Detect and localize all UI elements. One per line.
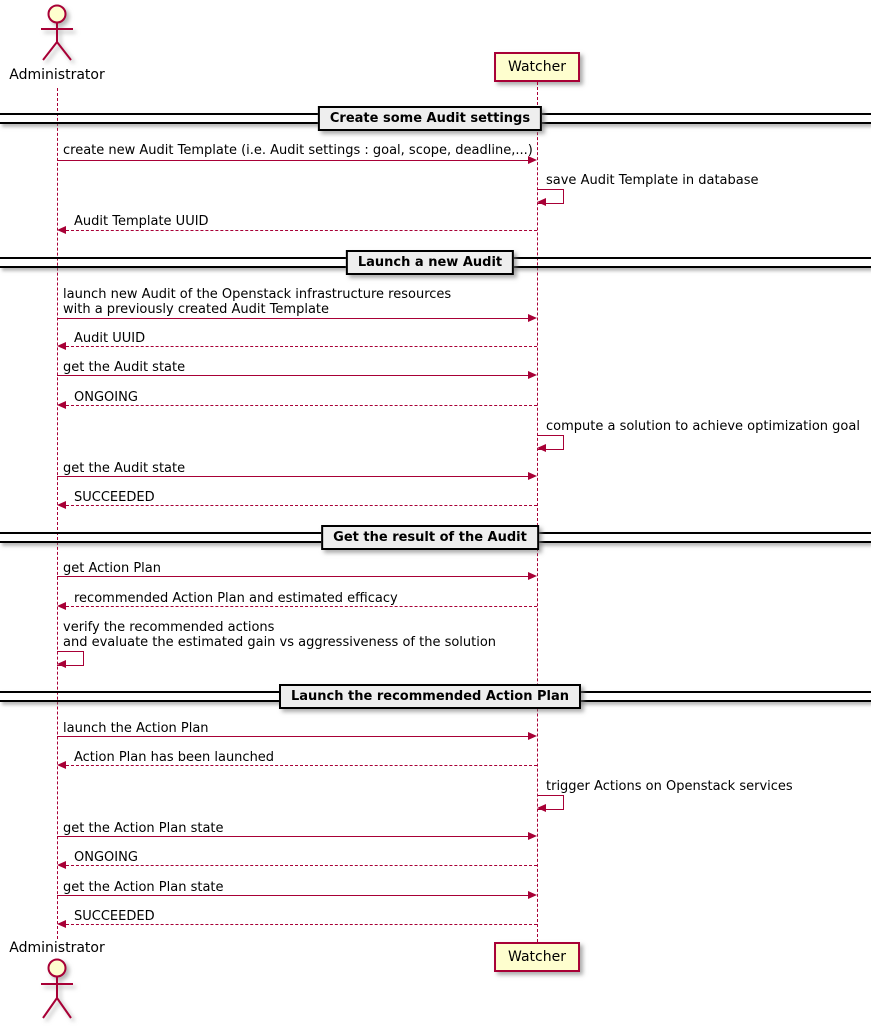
message-arrow [57,736,528,737]
watcher-participant-bottom: Watcher [494,942,580,972]
arrowhead-right-icon [528,472,537,480]
arrowhead-left-icon [57,761,66,769]
message-text: Action Plan has been launched [74,750,275,765]
message-text: save Audit Template in database [546,173,759,188]
arrowhead-left-icon [57,501,66,509]
message-arrow [66,924,537,925]
message-arrow [57,476,528,477]
message-arrow [57,836,528,837]
administrator-actor-icon [36,957,78,1027]
message-text: get the Action Plan state [63,821,224,836]
arrowhead-right-icon [528,156,537,164]
watcher-lifeline [537,82,538,942]
arrowhead-left-icon [537,198,546,206]
message-text: SUCCEEDED [74,909,155,924]
message-text: get the Audit state [63,461,186,476]
message-text: get the Action Plan state [63,880,224,895]
arrowhead-left-icon [57,401,66,409]
message-text: Audit UUID [74,331,146,346]
message-text: ONGOING [74,390,138,405]
arrowhead-right-icon [528,732,537,740]
message-text: compute a solution to achieve optimization goal [546,419,860,434]
arrowhead-right-icon [528,572,537,580]
divider-label-launch-action-plan: Launch the recommended Action Plan [279,684,581,709]
arrowhead-left-icon [57,602,66,610]
arrowhead-left-icon [57,342,66,350]
message-arrow [66,505,537,506]
arrowhead-left-icon [537,804,546,812]
arrowhead-left-icon [537,444,546,452]
message-text: create new Audit Template (i.e. Audit settings : goal, scope, deadline,...) [63,143,533,158]
arrowhead-right-icon [528,314,537,322]
message-text: ONGOING [74,850,138,865]
message-arrow [66,346,537,347]
message-arrow [66,865,537,866]
message-text: launch new Audit of the Openstack infrastructure resources [63,287,452,302]
arrowhead-right-icon [528,891,537,899]
arrowhead-right-icon [528,832,537,840]
arrowhead-left-icon [57,226,66,234]
message-text: SUCCEEDED [74,490,155,505]
message-arrow [66,230,537,231]
arrowhead-left-icon [57,861,66,869]
divider-label-create-audit-settings: Create some Audit settings [318,106,542,131]
watcher-participant-top: Watcher [494,52,580,82]
administrator-actor-icon [36,3,78,65]
administrator-label-top: Administrator [9,67,105,83]
message-text: trigger Actions on Openstack services [546,779,793,794]
message-text: recommended Action Plan and estimated efficacy [74,591,398,606]
message-arrow [57,375,528,376]
message-text: verify the recommended actions [63,620,275,635]
administrator-label-bottom: Administrator [9,940,105,956]
message-arrow [66,405,537,406]
message-text: Audit Template UUID [74,214,209,229]
divider-label-launch-new-audit: Launch a new Audit [346,250,514,275]
arrowhead-left-icon [57,660,66,668]
administrator-lifeline [57,88,58,939]
message-text: and evaluate the estimated gain vs aggressiveness of the solution [63,635,497,650]
message-arrow [57,576,528,577]
arrowhead-right-icon [528,371,537,379]
message-text: get the Audit state [63,360,186,375]
divider-label-get-result: Get the result of the Audit [321,525,539,550]
message-arrow [57,160,528,161]
message-text: get Action Plan [63,561,161,576]
message-arrow [57,318,528,319]
message-text: launch the Action Plan [63,721,209,736]
message-text: with a previously created Audit Template [63,302,330,317]
message-arrow [66,606,537,607]
arrowhead-left-icon [57,920,66,928]
message-arrow [57,895,528,896]
message-arrow [66,765,537,766]
